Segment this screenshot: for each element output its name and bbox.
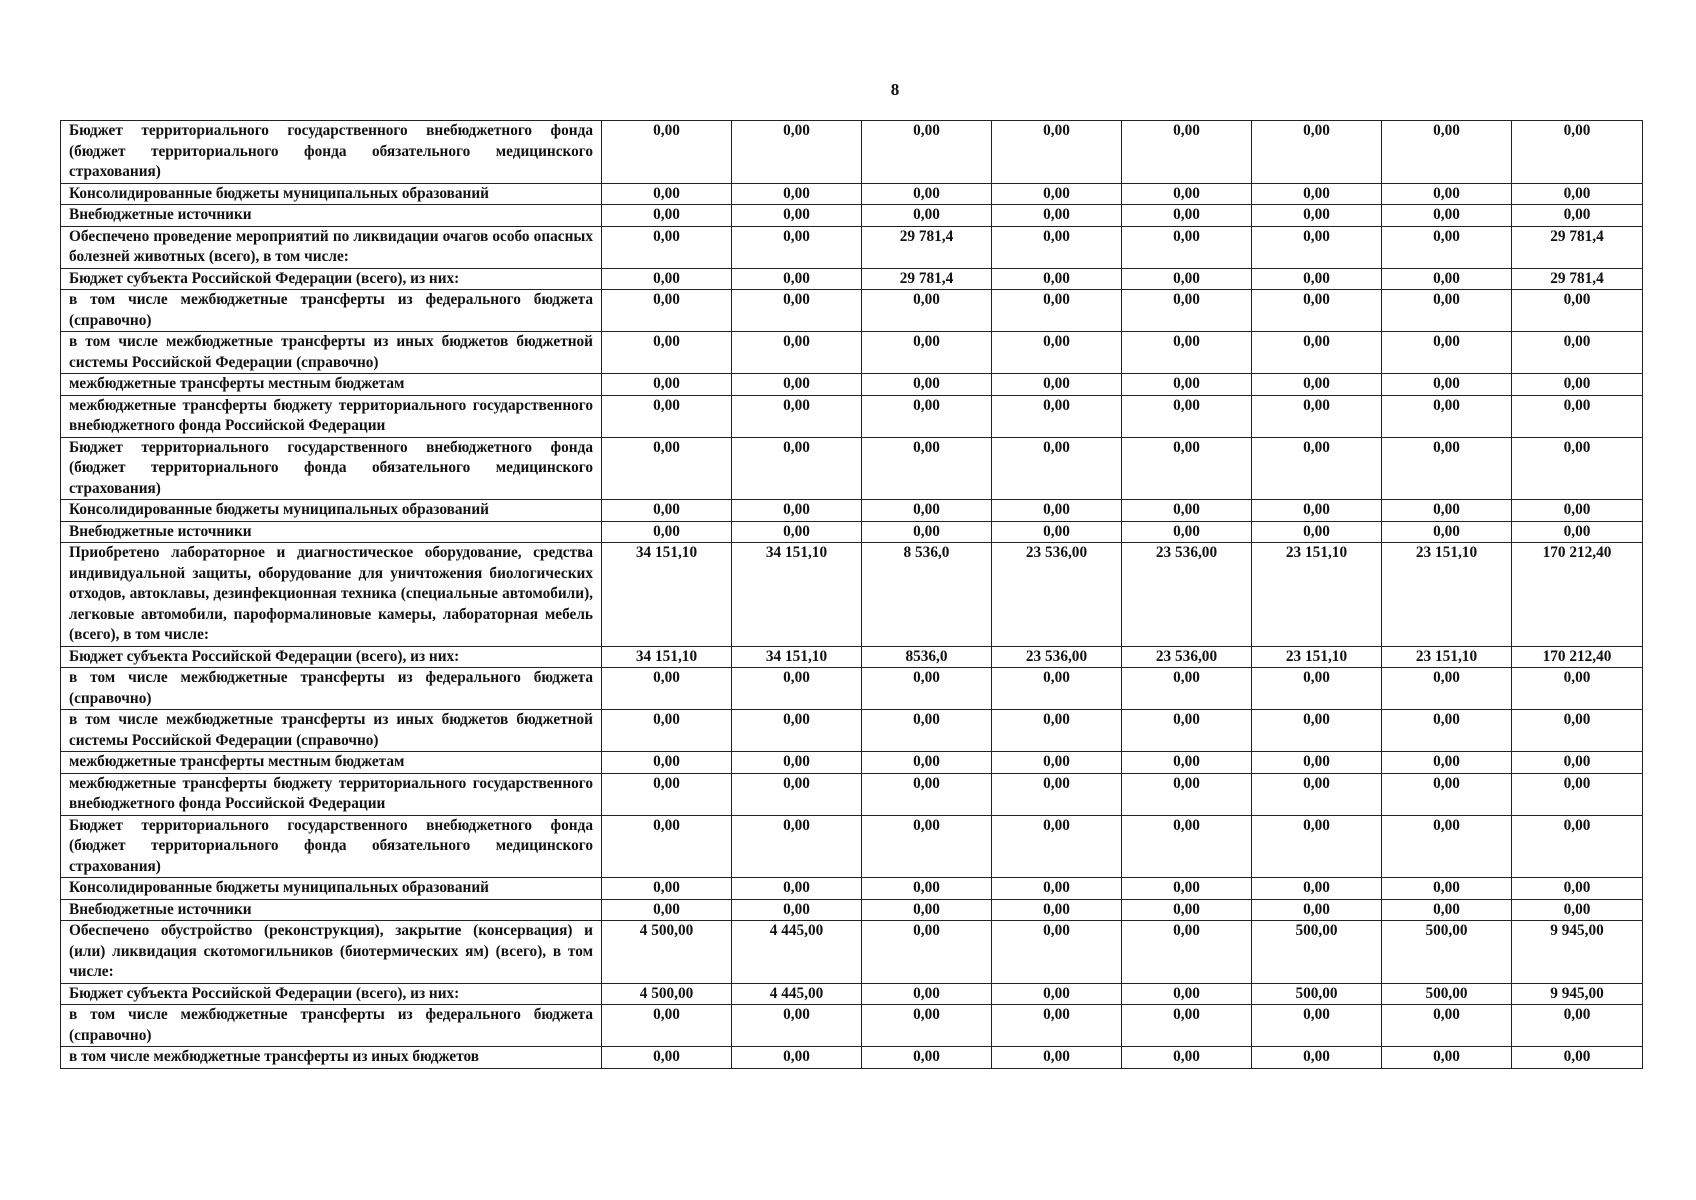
row-value-cell: 0,00 — [1382, 899, 1512, 921]
row-value-cell: 0,00 — [992, 815, 1122, 878]
row-value-cell: 23 151,10 — [1382, 646, 1512, 668]
row-total-cell: 0,00 — [1512, 899, 1643, 921]
row-value-cell: 23 151,10 — [1252, 646, 1382, 668]
row-value-cell: 34 151,10 — [602, 646, 732, 668]
row-label: Консолидированные бюджеты муниципальных образований — [61, 500, 602, 522]
row-value-cell: 0,00 — [992, 668, 1122, 710]
row-value-cell: 0,00 — [992, 290, 1122, 332]
page-number: 8 — [890, 80, 900, 99]
row-value-cell: 0,00 — [1382, 121, 1512, 184]
row-value-cell: 0,00 — [732, 668, 862, 710]
row-value-cell: 0,00 — [992, 878, 1122, 900]
table-row — [61, 773, 1643, 815]
row-value-cell: 0,00 — [1382, 752, 1512, 774]
row-value-cell: 0,00 — [862, 921, 992, 984]
table-row — [61, 521, 1643, 543]
row-value-cell: 0,00 — [992, 500, 1122, 522]
row-value-cell: 0,00 — [602, 374, 732, 396]
row-value-cell: 0,00 — [602, 226, 732, 268]
row-value-cell: 0,00 — [1122, 899, 1252, 921]
row-value-cell: 0,00 — [1122, 226, 1252, 268]
row-total-cell: 170 212,40 — [1512, 646, 1643, 668]
row-label: межбюджетные трансферты бюджету территориального государственного внебюджетного фонда Российской Федерации — [61, 773, 602, 815]
row-value-cell: 0,00 — [862, 1005, 992, 1047]
row-total-cell: 0,00 — [1512, 437, 1643, 500]
row-value-cell: 29 781,4 — [862, 268, 992, 290]
row-value-cell: 34 151,10 — [732, 543, 862, 647]
row-total-cell: 29 781,4 — [1512, 226, 1643, 268]
row-value-cell: 0,00 — [992, 921, 1122, 984]
row-total-cell: 0,00 — [1512, 815, 1643, 878]
row-label: в том числе межбюджетные трансферты из иных бюджетов — [61, 1047, 602, 1069]
table-row — [61, 121, 1643, 184]
row-value-cell: 0,00 — [992, 395, 1122, 437]
row-label: Внебюджетные источники — [61, 205, 602, 227]
row-value-cell: 0,00 — [1122, 121, 1252, 184]
table-row — [61, 437, 1643, 500]
row-value-cell: 0,00 — [1382, 1005, 1512, 1047]
row-value-cell: 0,00 — [1252, 752, 1382, 774]
table-row — [61, 710, 1643, 752]
row-value-cell: 0,00 — [602, 500, 732, 522]
row-value-cell: 0,00 — [732, 121, 862, 184]
row-value-cell: 0,00 — [992, 268, 1122, 290]
row-value-cell: 0,00 — [862, 183, 992, 205]
row-label: Обеспечено обустройство (реконструкция), закрытие (консервация) и (или) ликвидация скотомогильников (биотермических ям) (всего), в том числе: — [61, 921, 602, 984]
row-label: межбюджетные трансферты бюджету территориального государственного внебюджетного фонда Российской Федерации — [61, 395, 602, 437]
row-value-cell: 0,00 — [862, 983, 992, 1005]
row-value-cell: 0,00 — [1252, 668, 1382, 710]
row-value-cell: 0,00 — [992, 773, 1122, 815]
row-value-cell: 0,00 — [992, 899, 1122, 921]
row-value-cell: 0,00 — [1252, 374, 1382, 396]
row-value-cell: 0,00 — [1252, 205, 1382, 227]
row-total-cell: 170 212,40 — [1512, 543, 1643, 647]
row-value-cell: 0,00 — [1382, 437, 1512, 500]
row-total-cell: 0,00 — [1512, 500, 1643, 522]
row-label: в том числе межбюджетные трансферты из иных бюджетов бюджетной системы Российской Федерации (справочно) — [61, 332, 602, 374]
row-label: в том числе межбюджетные трансферты из иных бюджетов бюджетной системы Российской Федерации (справочно) — [61, 710, 602, 752]
row-value-cell: 0,00 — [732, 500, 862, 522]
row-value-cell: 0,00 — [602, 815, 732, 878]
row-value-cell: 0,00 — [1122, 183, 1252, 205]
row-label: Обеспечено проведение мероприятий по ликвидации очагов особо опасных болезней животных (всего), в том числе: — [61, 226, 602, 268]
row-total-cell: 0,00 — [1512, 710, 1643, 752]
row-value-cell: 0,00 — [1382, 226, 1512, 268]
row-value-cell: 0,00 — [862, 374, 992, 396]
row-label: Бюджет субъекта Российской Федерации (всего), из них: — [61, 983, 602, 1005]
table-row — [61, 899, 1643, 921]
row-value-cell: 0,00 — [992, 710, 1122, 752]
row-value-cell: 23 536,00 — [992, 646, 1122, 668]
budget-table — [60, 120, 1643, 1069]
row-label: Бюджет территориального государственного внебюджетного фонда (бюджет территориального фонда обязательного медицинского страхования) — [61, 815, 602, 878]
row-value-cell: 500,00 — [1382, 983, 1512, 1005]
row-value-cell: 23 536,00 — [1122, 543, 1252, 647]
table-row — [61, 1047, 1643, 1069]
row-value-cell: 0,00 — [1252, 521, 1382, 543]
row-total-cell: 0,00 — [1512, 332, 1643, 374]
row-value-cell: 0,00 — [602, 899, 732, 921]
row-value-cell: 0,00 — [1252, 121, 1382, 184]
row-value-cell: 0,00 — [1122, 921, 1252, 984]
row-value-cell: 0,00 — [1122, 1005, 1252, 1047]
row-label: Внебюджетные источники — [61, 899, 602, 921]
table-row — [61, 332, 1643, 374]
table-row — [61, 668, 1643, 710]
row-total-cell: 0,00 — [1512, 205, 1643, 227]
row-value-cell: 0,00 — [1122, 332, 1252, 374]
row-value-cell: 0,00 — [602, 332, 732, 374]
row-value-cell: 23 151,10 — [1382, 543, 1512, 647]
row-value-cell: 0,00 — [992, 1005, 1122, 1047]
row-value-cell: 0,00 — [602, 773, 732, 815]
row-value-cell: 0,00 — [602, 668, 732, 710]
row-value-cell: 0,00 — [732, 1047, 862, 1069]
row-value-cell: 0,00 — [602, 710, 732, 752]
row-total-cell: 0,00 — [1512, 290, 1643, 332]
table-row — [61, 1005, 1643, 1047]
row-value-cell: 0,00 — [1252, 437, 1382, 500]
table-row — [61, 983, 1643, 1005]
table-row — [61, 752, 1643, 774]
row-value-cell: 8 536,0 — [862, 543, 992, 647]
row-value-cell: 0,00 — [862, 437, 992, 500]
row-value-cell: 0,00 — [1382, 290, 1512, 332]
row-value-cell: 0,00 — [1382, 878, 1512, 900]
row-value-cell: 0,00 — [862, 878, 992, 900]
row-value-cell: 0,00 — [1252, 899, 1382, 921]
row-value-cell: 0,00 — [602, 395, 732, 437]
row-value-cell: 0,00 — [862, 1047, 992, 1069]
row-label: межбюджетные трансферты местным бюджетам — [61, 752, 602, 774]
row-value-cell: 0,00 — [862, 205, 992, 227]
row-value-cell: 0,00 — [602, 752, 732, 774]
row-total-cell: 0,00 — [1512, 395, 1643, 437]
row-value-cell: 0,00 — [1252, 1005, 1382, 1047]
table-row — [61, 395, 1643, 437]
row-value-cell: 0,00 — [1252, 290, 1382, 332]
row-label: в том числе межбюджетные трансферты из федерального бюджета (справочно) — [61, 668, 602, 710]
row-value-cell: 0,00 — [1122, 668, 1252, 710]
row-label: Бюджет территориального государственного внебюджетного фонда (бюджет территориального фонда обязательного медицинского страхования) — [61, 437, 602, 500]
row-value-cell: 0,00 — [862, 121, 992, 184]
row-value-cell: 0,00 — [992, 183, 1122, 205]
row-label: Бюджет субъекта Российской Федерации (всего), из них: — [61, 268, 602, 290]
row-value-cell: 0,00 — [732, 773, 862, 815]
table-row — [61, 374, 1643, 396]
row-value-cell: 0,00 — [1382, 710, 1512, 752]
row-label: межбюджетные трансферты местным бюджетам — [61, 374, 602, 396]
row-value-cell: 0,00 — [602, 268, 732, 290]
row-total-cell: 9 945,00 — [1512, 983, 1643, 1005]
budget-table-body — [61, 121, 1643, 1069]
row-value-cell: 0,00 — [1122, 205, 1252, 227]
row-value-cell: 0,00 — [732, 437, 862, 500]
row-value-cell: 0,00 — [862, 332, 992, 374]
row-value-cell: 500,00 — [1382, 921, 1512, 984]
row-value-cell: 0,00 — [1252, 226, 1382, 268]
row-value-cell: 0,00 — [992, 121, 1122, 184]
row-value-cell: 0,00 — [992, 752, 1122, 774]
row-value-cell: 0,00 — [1122, 710, 1252, 752]
table-row — [61, 878, 1643, 900]
row-value-cell: 0,00 — [732, 899, 862, 921]
row-value-cell: 0,00 — [1252, 500, 1382, 522]
row-value-cell: 0,00 — [732, 395, 862, 437]
row-value-cell: 0,00 — [732, 183, 862, 205]
row-value-cell: 0,00 — [1122, 395, 1252, 437]
row-value-cell: 0,00 — [1382, 395, 1512, 437]
row-value-cell: 0,00 — [732, 1005, 862, 1047]
table-row — [61, 921, 1643, 984]
row-value-cell: 0,00 — [732, 205, 862, 227]
row-value-cell: 0,00 — [862, 899, 992, 921]
row-value-cell: 0,00 — [602, 1047, 732, 1069]
row-value-cell: 0,00 — [1382, 183, 1512, 205]
row-total-cell: 0,00 — [1512, 1005, 1643, 1047]
table-row — [61, 183, 1643, 205]
row-value-cell: 0,00 — [1252, 183, 1382, 205]
row-value-cell: 0,00 — [1252, 268, 1382, 290]
row-value-cell: 0,00 — [1122, 752, 1252, 774]
row-value-cell: 0,00 — [732, 226, 862, 268]
row-value-cell: 0,00 — [1382, 815, 1512, 878]
row-value-cell: 0,00 — [862, 500, 992, 522]
row-value-cell: 0,00 — [732, 332, 862, 374]
table-row — [61, 646, 1643, 668]
row-value-cell: 23 536,00 — [992, 543, 1122, 647]
row-value-cell: 0,00 — [732, 752, 862, 774]
row-label: Консолидированные бюджеты муниципальных образований — [61, 878, 602, 900]
row-total-cell: 9 945,00 — [1512, 921, 1643, 984]
row-total-cell: 0,00 — [1512, 1047, 1643, 1069]
row-value-cell: 0,00 — [1122, 437, 1252, 500]
row-value-cell: 0,00 — [732, 815, 862, 878]
row-value-cell: 0,00 — [862, 710, 992, 752]
row-total-cell: 0,00 — [1512, 121, 1643, 184]
row-value-cell: 0,00 — [732, 710, 862, 752]
row-value-cell: 4 500,00 — [602, 983, 732, 1005]
row-value-cell: 0,00 — [1382, 521, 1512, 543]
row-total-cell: 0,00 — [1512, 521, 1643, 543]
row-value-cell: 23 536,00 — [1122, 646, 1252, 668]
row-value-cell: 0,00 — [602, 205, 732, 227]
row-value-cell: 0,00 — [1122, 773, 1252, 815]
row-value-cell: 4 500,00 — [602, 921, 732, 984]
row-value-cell: 0,00 — [862, 752, 992, 774]
row-value-cell: 23 151,10 — [1252, 543, 1382, 647]
row-value-cell: 0,00 — [1122, 268, 1252, 290]
row-value-cell: 0,00 — [732, 290, 862, 332]
row-value-cell: 4 445,00 — [732, 921, 862, 984]
row-value-cell: 0,00 — [992, 374, 1122, 396]
table-row — [61, 500, 1643, 522]
row-value-cell: 0,00 — [1252, 878, 1382, 900]
row-label: в том числе межбюджетные трансферты из федерального бюджета (справочно) — [61, 1005, 602, 1047]
row-value-cell: 0,00 — [862, 395, 992, 437]
row-value-cell: 0,00 — [602, 1005, 732, 1047]
row-label: Бюджет субъекта Российской Федерации (всего), из них: — [61, 646, 602, 668]
row-label: Бюджет территориального государственного внебюджетного фонда (бюджет территориального фонда обязательного медицинского страхования) — [61, 121, 602, 184]
row-value-cell: 0,00 — [1382, 500, 1512, 522]
row-label: Внебюджетные источники — [61, 521, 602, 543]
row-value-cell: 0,00 — [1122, 983, 1252, 1005]
table-row — [61, 290, 1643, 332]
row-value-cell: 0,00 — [602, 437, 732, 500]
row-value-cell: 0,00 — [992, 437, 1122, 500]
row-value-cell: 0,00 — [1122, 815, 1252, 878]
row-label: в том числе межбюджетные трансферты из федерального бюджета (справочно) — [61, 290, 602, 332]
row-value-cell: 0,00 — [992, 521, 1122, 543]
row-value-cell: 0,00 — [1382, 205, 1512, 227]
table-row — [61, 268, 1643, 290]
row-value-cell: 0,00 — [992, 332, 1122, 374]
row-value-cell: 0,00 — [732, 521, 862, 543]
row-value-cell: 0,00 — [862, 668, 992, 710]
row-value-cell: 0,00 — [1122, 521, 1252, 543]
row-value-cell: 0,00 — [732, 268, 862, 290]
row-total-cell: 0,00 — [1512, 668, 1643, 710]
row-value-cell: 0,00 — [862, 815, 992, 878]
row-value-cell: 4 445,00 — [732, 983, 862, 1005]
row-value-cell: 8536,0 — [862, 646, 992, 668]
row-total-cell: 29 781,4 — [1512, 268, 1643, 290]
table-row — [61, 205, 1643, 227]
row-value-cell: 0,00 — [732, 878, 862, 900]
row-value-cell: 0,00 — [602, 521, 732, 543]
row-value-cell: 0,00 — [992, 1047, 1122, 1069]
row-value-cell: 0,00 — [1122, 374, 1252, 396]
row-value-cell: 0,00 — [992, 205, 1122, 227]
row-value-cell: 0,00 — [1122, 500, 1252, 522]
row-total-cell: 0,00 — [1512, 773, 1643, 815]
row-value-cell: 0,00 — [1252, 1047, 1382, 1069]
row-value-cell: 29 781,4 — [862, 226, 992, 268]
row-value-cell: 0,00 — [1252, 395, 1382, 437]
row-total-cell: 0,00 — [1512, 752, 1643, 774]
row-value-cell: 0,00 — [862, 773, 992, 815]
row-value-cell: 0,00 — [602, 121, 732, 184]
row-value-cell: 0,00 — [1382, 268, 1512, 290]
row-label: Консолидированные бюджеты муниципальных образований — [61, 183, 602, 205]
row-label: Приобретено лабораторное и диагностическое оборудование, средства индивидуальной защиты, оборудование для уничтожения биологических отходов, автоклавы, дезинфекционная техника (специальные автомобили), легковые автомобили, пароформалиновые камеры, лабораторная мебель (всего), в том числе: — [61, 543, 602, 647]
table-row — [61, 226, 1643, 268]
row-value-cell: 0,00 — [1122, 878, 1252, 900]
row-value-cell: 0,00 — [1382, 1047, 1512, 1069]
row-value-cell: 500,00 — [1252, 921, 1382, 984]
row-value-cell: 0,00 — [602, 290, 732, 332]
row-value-cell: 0,00 — [1252, 815, 1382, 878]
row-value-cell: 0,00 — [1252, 332, 1382, 374]
row-value-cell: 0,00 — [1252, 773, 1382, 815]
table-row — [61, 543, 1643, 647]
row-value-cell: 0,00 — [862, 521, 992, 543]
row-value-cell: 0,00 — [1122, 1047, 1252, 1069]
row-value-cell: 34 151,10 — [732, 646, 862, 668]
table-row — [61, 815, 1643, 878]
row-total-cell: 0,00 — [1512, 374, 1643, 396]
row-value-cell: 0,00 — [862, 290, 992, 332]
row-value-cell: 0,00 — [1382, 332, 1512, 374]
row-value-cell: 0,00 — [992, 983, 1122, 1005]
row-total-cell: 0,00 — [1512, 183, 1643, 205]
row-value-cell: 0,00 — [1382, 668, 1512, 710]
row-value-cell: 0,00 — [1382, 374, 1512, 396]
row-value-cell: 0,00 — [992, 226, 1122, 268]
row-value-cell: 0,00 — [602, 183, 732, 205]
row-value-cell: 500,00 — [1252, 983, 1382, 1005]
row-value-cell: 34 151,10 — [602, 543, 732, 647]
row-total-cell: 0,00 — [1512, 878, 1643, 900]
row-value-cell: 0,00 — [1382, 773, 1512, 815]
row-value-cell: 0,00 — [602, 878, 732, 900]
row-value-cell: 0,00 — [1252, 710, 1382, 752]
row-value-cell: 0,00 — [1122, 290, 1252, 332]
row-value-cell: 0,00 — [732, 374, 862, 396]
